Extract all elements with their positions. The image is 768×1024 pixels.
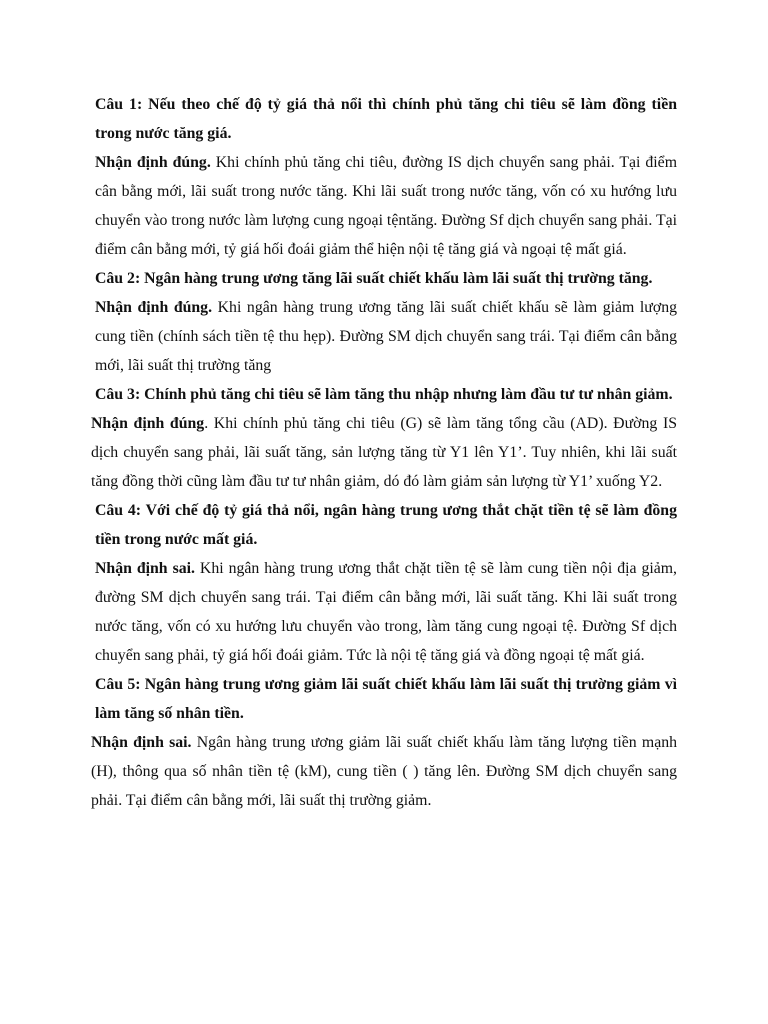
answer-5 xyxy=(91,728,677,815)
answer-1-text: Khi chính phủ tăng chi tiêu, đường IS dịch chuyển sang phải. Tại điểm cân bằng mới, lãi suất trong nước tăng. Khi lãi suất trong nước tăng, vốn có xu hướng lưu chuyển vào trong nước làm lượng cung ngoại tệntăng. Đường Sf dịch chuyển sang phải. Tại điểm cân bằng mới, tỷ giá hối đoái giảm thể hiện nội tệ tăng giá và ngoại tệ mất giá. xyxy=(95,154,677,258)
answer-3-verdict: Nhận định đúng xyxy=(91,415,205,432)
answer-2-verdict: Nhận định đúng. xyxy=(95,299,213,316)
answer-4-text: Khi ngân hàng trung ương thắt chặt tiền tệ sẽ làm cung tiền nội địa giảm, đường SM dịch chuyển sang trái. Tại điểm cân bằng mới, lãi suất tăng. Khi lãi suất trong nước tăng, vốn có xu hướng lưu chuyển vào trong, làm tăng cung ngoại tệ. Đường Sf dịch chuyển sang phải, tỷ giá hối đoái giảm. Tức là nội tệ tăng giá và đồng ngoại tệ mất giá. xyxy=(95,560,677,664)
question-5: Câu 5: Ngân hàng trung ương giảm lãi suất chiết khấu làm lãi suất thị trường giảm vì làm tăng số nhân tiền. xyxy=(95,676,677,722)
question-4: Câu 4: Với chế độ tỷ giá thả nổi, ngân hàng trung ương thắt chặt tiền tệ sẽ làm đồng tiền trong nước mất giá. xyxy=(95,502,677,548)
answer-5-text: Ngân hàng trung ương giảm lãi suất chiết khấu làm tăng lượng tiền mạnh (H), thông qua số nhân tiền tệ (kM), cung tiền ( ) tăng lên. Đường SM dịch chuyển sang phải. Tại điểm cân bằng mới, lãi suất thị trường giảm. xyxy=(91,734,678,809)
answer-1-verdict: Nhận định đúng. xyxy=(95,154,211,171)
answer-2 xyxy=(91,293,677,380)
answer-4 xyxy=(91,554,677,670)
answer-2-text: Khi ngân hàng trung ương tăng lãi suất chiết khấu sẽ làm giảm lượng cung tiền (chính sách tiền tệ thu hẹp). Đường SM dịch chuyển sang trái. Tại điểm cân bằng mới, lãi suất thị trường tăng xyxy=(95,299,677,374)
answer-3-text: . Khi chính phủ tăng chi tiêu (G) sẽ làm tăng tổng cầu (AD). Đường IS dịch chuyển sang phải, lãi suất tăng, sản lượng tăng từ Y1 lên Y1’. Tuy nhiên, khi lãi suất tăng đồng thời cũng làm đầu tư tư nhân giảm, dó đó làm giảm sản lượng từ Y1’ xuống Y2. xyxy=(91,415,677,490)
question-2: Câu 2: Ngân hàng trung ương tăng lãi suất chiết khấu làm lãi suất thị trường tăng. xyxy=(95,270,653,287)
question-1: Câu 1: Nếu theo chế độ tỷ giá thả nổi thì chính phủ tăng chi tiêu sẽ làm đồng tiền trong nước tăng giá. xyxy=(95,96,677,142)
answer-1 xyxy=(91,148,677,264)
answer-3 xyxy=(91,409,677,496)
answer-5-verdict: Nhận định sai. xyxy=(91,734,192,751)
answer-4-verdict: Nhận định sai. xyxy=(95,560,195,577)
question-3: Câu 3: Chính phủ tăng chi tiêu sẽ làm tăng thu nhập nhưng làm đầu tư tư nhân giảm. xyxy=(95,386,673,403)
document-page xyxy=(91,90,677,815)
